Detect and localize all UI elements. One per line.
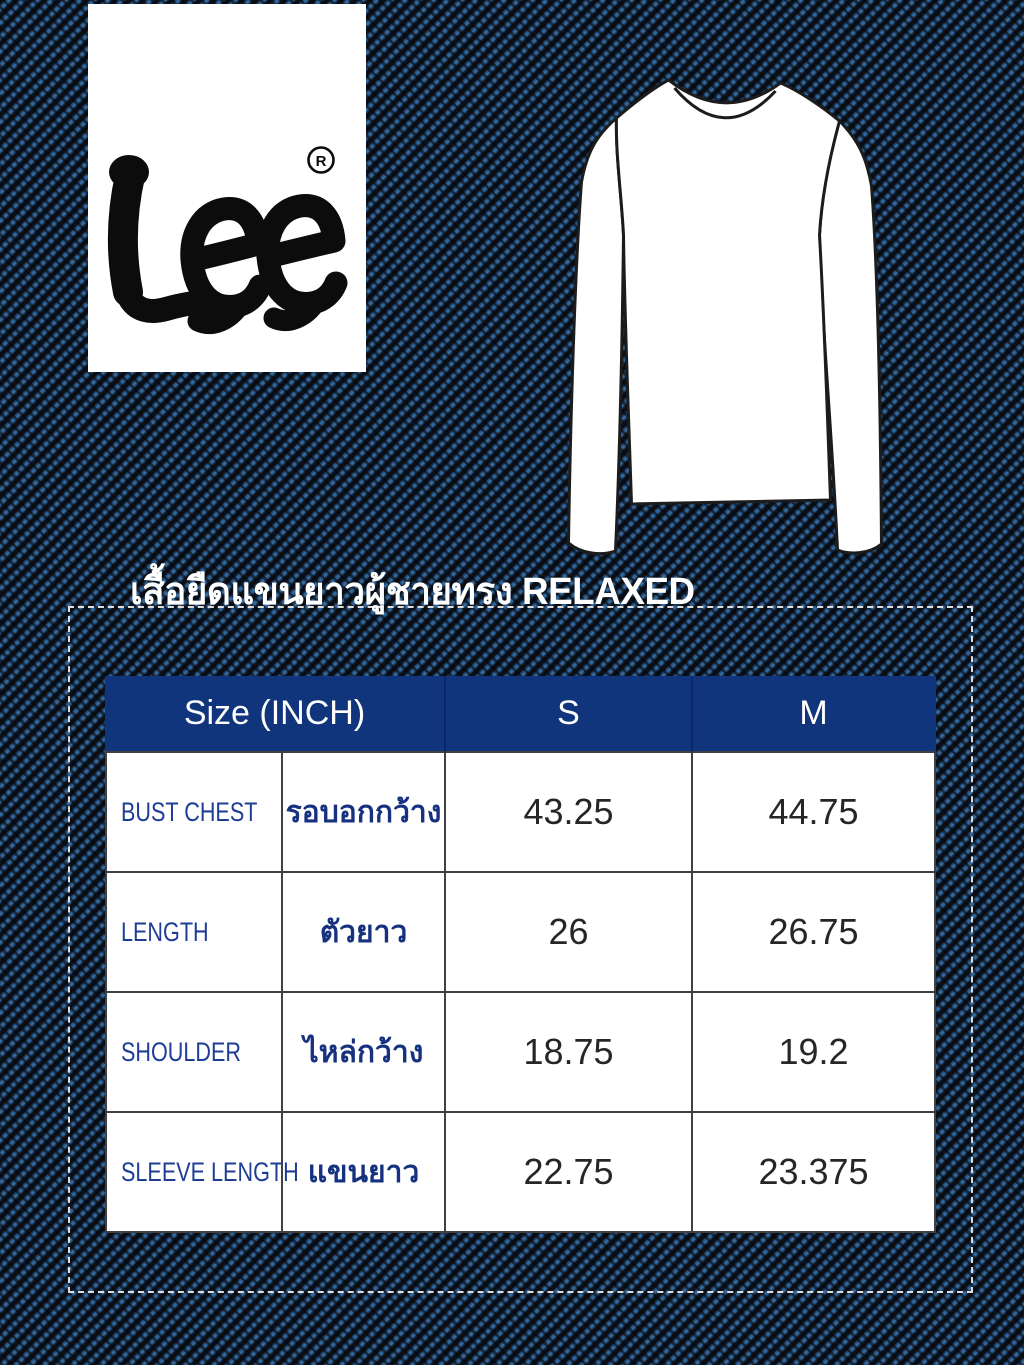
registered-icon — [309, 148, 334, 173]
row-label-en: BUST CHEST — [105, 753, 283, 873]
row-label-en: SHOULDER — [105, 993, 283, 1113]
svg-text:R: R — [315, 153, 327, 170]
row-value-m: 44.75 — [693, 753, 936, 873]
tshirt-illustration — [548, 60, 896, 560]
row-label-th: ไหล่กว้าง — [283, 993, 446, 1113]
page-title: เสื้อยืดแขนยาวผู้ชายทรง RELAXED — [130, 571, 695, 613]
lee-logo — [88, 4, 366, 372]
row-value-s: 26 — [446, 873, 693, 993]
lee-logo-card — [88, 4, 366, 372]
row-value-m: 23.375 — [693, 1113, 936, 1233]
row-value-m: 19.2 — [693, 993, 936, 1113]
size-table — [105, 676, 936, 1233]
row-label-en: LENGTH — [105, 873, 283, 993]
row-label-en: SLEEVE LENGTH — [105, 1113, 283, 1233]
row-value-s: 18.75 — [446, 993, 693, 1113]
row-label-th: แขนยาว — [283, 1113, 446, 1233]
row-value-s: 22.75 — [446, 1113, 693, 1233]
row-label-th: ตัวยาว — [283, 873, 446, 993]
row-label-th: รอบอกกว้าง — [283, 753, 446, 873]
table-header-m: M — [693, 676, 936, 753]
table-header-size: Size (INCH) — [105, 676, 446, 753]
row-value-m: 26.75 — [693, 873, 936, 993]
table-header-s: S — [446, 676, 693, 753]
row-value-s: 43.25 — [446, 753, 693, 873]
